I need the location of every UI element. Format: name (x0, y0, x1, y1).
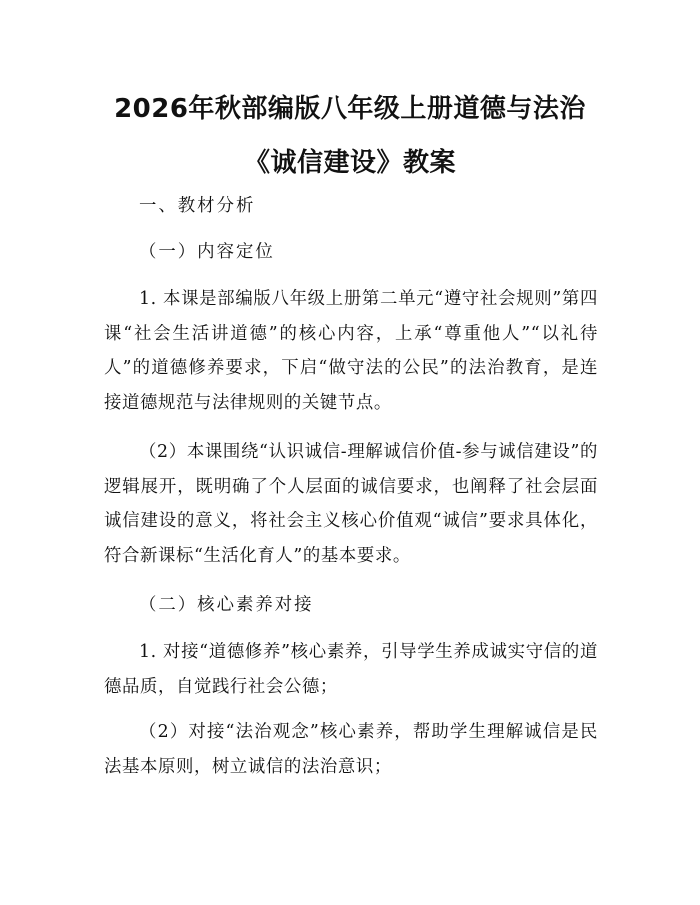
paragraph-core-literacy-2: （2）对接“法治观念”核心素养，帮助学生理解诚信是民法基本原则，树立诚信的法治意识； (104, 722, 598, 777)
subsection-heading-content-positioning: （一）内容定位 (139, 242, 275, 262)
paragraph-core-literacy-1: 1. 对接“道德修养”核心素养，引导学生养成诚实守信的道德品质，自觉践行社会公德； (104, 642, 598, 697)
document-title: 2026年秋部编版八年级上册道德与法治《诚信建设》教案 (114, 94, 586, 178)
subsection-heading-core-literacy: （二）核心素养对接 (139, 595, 314, 615)
paragraph-positioning-2: （2）本课围绕“认识诚信-理解诚信价值-参与诚信建设”的逻辑展开，既明确了个人层面的诚信要求，也阐释了社会层面诚信建设的意义，将社会主义核心价值观“诚信”要求具体化，符合新课标“生活化育人”的基本要求。 (104, 442, 598, 566)
section-heading-textbook-analysis: 一、教材分析 (139, 196, 256, 216)
paragraph-positioning-1: 1. 本课是部编版八年级上册第二单元“遵守社会规则”第四课“社会生活讲道德”的核心内容，上承“尊重他人”“以礼待人”的道德修养要求，下启“做守法的公民”的法治教育，是连接道德规范与法律规则的关键节点。 (104, 289, 598, 413)
